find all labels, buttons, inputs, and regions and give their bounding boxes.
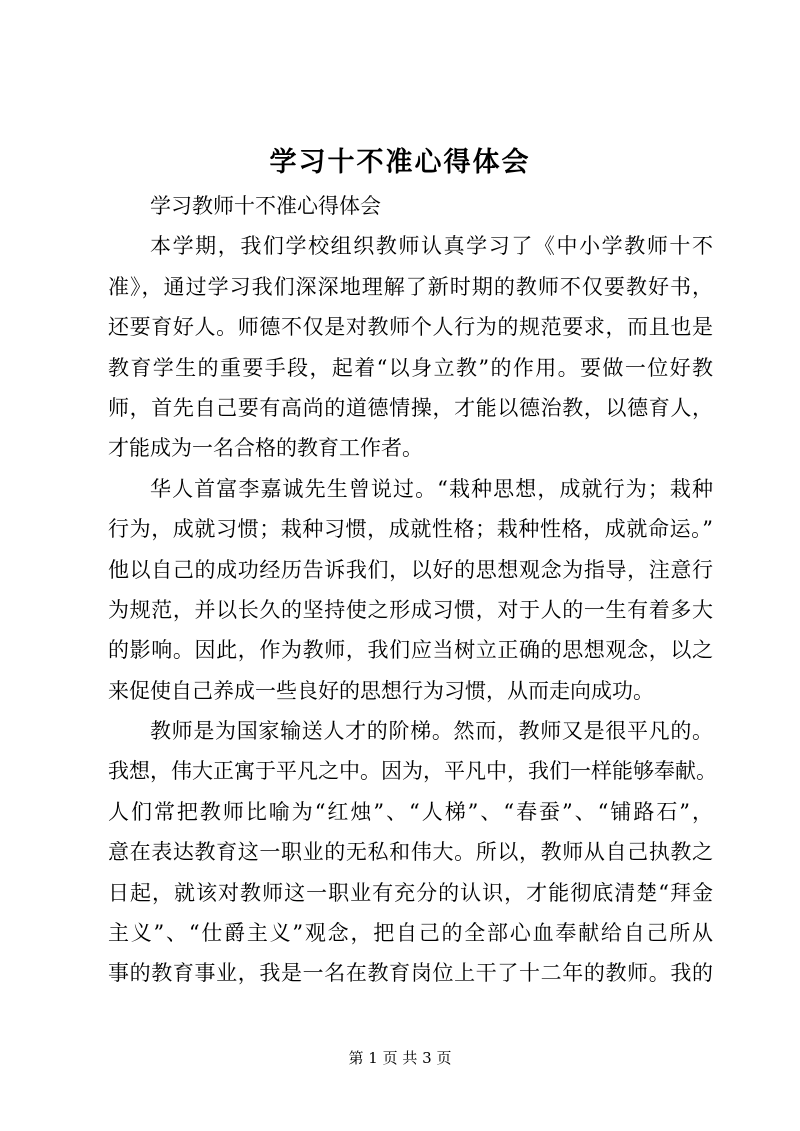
paragraph-line: 意在表达教育这一职业的无私和伟大。所以，教师从自己执教之 (108, 840, 713, 865)
paragraph-line: 师，首先自己要有高尚的道德情操，才能以德治教，以德育人， (108, 395, 713, 420)
paragraph-line: 日起，就该对教师这一职业有充分的认识，才能彻底清楚“拜金 (108, 880, 713, 905)
document-subtitle: 学习教师十不准心得体会 (150, 194, 381, 218)
paragraph-line: 他以自己的成功经历告诉我们，以好的思想观念为指导，注意行 (108, 557, 713, 582)
paragraph-line: 主义”、“仕爵主义”观念，把自己的全部心血奉献给自己所从 (108, 921, 713, 946)
paragraph-line: 教育学生的重要手段，起着“以身立教”的作用。要做一位好教 (108, 355, 713, 380)
paragraph-line: 的影响。因此，作为教师，我们应当树立正确的思想观念，以之 (108, 638, 713, 663)
page-number-footer: 第 1 页 共 3 页 (348, 1049, 452, 1067)
paragraph-line: 事的教育事业，我是一名在教育岗位上干了十二年的教师。我的 (108, 961, 713, 986)
paragraph (108, 711, 717, 994)
document-body (108, 186, 717, 994)
paragraph-line: 我想，伟大正寓于平凡之中。因为，平凡中，我们一样能够奉献。 (108, 759, 717, 784)
paragraph-line: 准》，通过学习我们深深地理解了新时期的教师不仅要教好书， (108, 274, 713, 299)
paragraph-line: 还要育好人。师德不仅是对教师个人行为的规范要求，而且也是 (108, 315, 713, 340)
paragraph-line: 才能成为一名合格的教育工作者。 (108, 436, 423, 461)
document-title: 学习十不准心得体会 (269, 147, 531, 178)
paragraph-line: 教师是为国家输送人才的阶梯。然而，教师又是很平凡的。 (150, 719, 713, 744)
paragraph (108, 226, 713, 468)
paragraph-line: 本学期，我们学校组织教师认真学习了《中小学教师十不 (150, 234, 713, 259)
paragraph-line: 人们常把教师比喻为“红烛”、“人梯”、“春蚕”、“铺路石”， (108, 799, 713, 824)
paragraph-line: 来促使自己养成一些良好的思想行为习惯，从而走向成功。 (108, 678, 654, 703)
paragraph (108, 469, 713, 711)
paragraph-line: 行为，成就习惯；栽种习惯，成就性格；栽种性格，成就命运。” (108, 517, 713, 542)
paragraph-line: 华人首富李嘉诚先生曾说过。“栽种思想，成就行为；栽种 (150, 476, 713, 501)
paragraph-line: 为规范，并以长久的坚持使之形成习惯，对于人的一生有着多大 (108, 597, 713, 622)
